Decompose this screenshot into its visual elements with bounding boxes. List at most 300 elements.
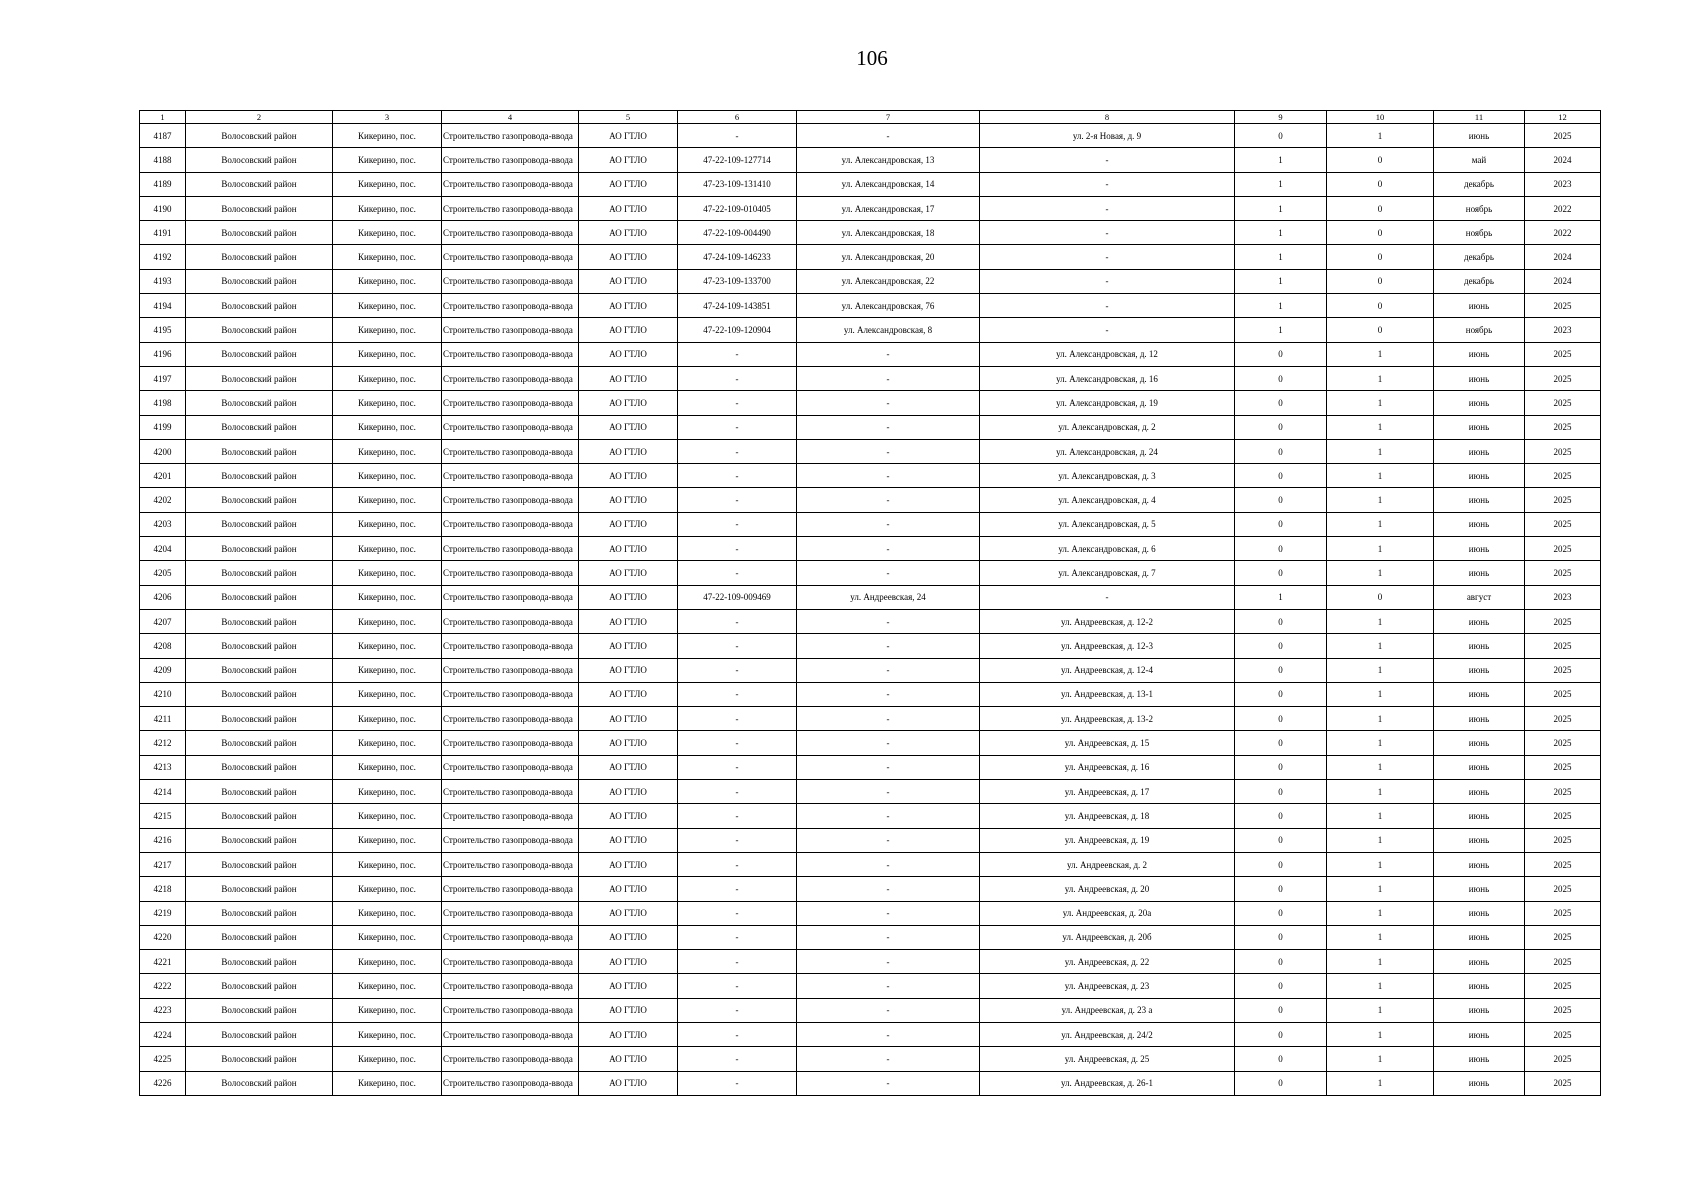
cell-settlement: Кикерино, пос. — [333, 682, 442, 706]
cell-col-9: 0 — [1235, 1047, 1327, 1071]
cell-year: 2025 — [1525, 391, 1601, 415]
cell-object-address: ул. Александровская, д. 4 — [980, 488, 1235, 512]
cell-col-9: 0 — [1235, 342, 1327, 366]
cell-col-10: 1 — [1327, 998, 1434, 1022]
cell-col-9: 1 — [1235, 245, 1327, 269]
cell-month: август — [1434, 585, 1525, 609]
cell-month: июнь — [1434, 439, 1525, 463]
cell-month: июнь — [1434, 488, 1525, 512]
cell-year: 2025 — [1525, 780, 1601, 804]
cell-col-9: 1 — [1235, 196, 1327, 220]
cell-col-10: 0 — [1327, 196, 1434, 220]
cell-work-type: Строительство газопровода-ввода — [442, 585, 579, 609]
cell-col-9: 0 — [1235, 124, 1327, 148]
cell-col-9: 0 — [1235, 877, 1327, 901]
cell-district: Волосовский район — [186, 366, 333, 390]
table-row — [140, 707, 1601, 731]
table-row — [140, 318, 1601, 342]
cell-work-type: Строительство газопровода-ввода — [442, 439, 579, 463]
cell-work-type: Строительство газопровода-ввода — [442, 537, 579, 561]
cell-settlement: Кикерино, пос. — [333, 439, 442, 463]
cell-work-type: Строительство газопровода-ввода — [442, 148, 579, 172]
cell-organization: АО ГТЛО — [579, 391, 678, 415]
cell-organization: АО ГТЛО — [579, 196, 678, 220]
cell-organization: АО ГТЛО — [579, 707, 678, 731]
cell-work-type: Строительство газопровода-ввода — [442, 1071, 579, 1095]
cell-work-type: Строительство газопровода-ввода — [442, 950, 579, 974]
cell-object-address: ул. Александровская, д. 5 — [980, 512, 1235, 536]
cell-col-9: 0 — [1235, 658, 1327, 682]
cell-month: июнь — [1434, 925, 1525, 949]
cell-cadastral-number: 47-22-109-010405 — [678, 196, 797, 220]
column-header: 5 — [579, 111, 678, 124]
cell-work-type: Строительство газопровода-ввода — [442, 391, 579, 415]
cell-col-10: 1 — [1327, 415, 1434, 439]
cell-organization: АО ГТЛО — [579, 537, 678, 561]
cell-work-type: Строительство газопровода-ввода — [442, 342, 579, 366]
cell-settlement: Кикерино, пос. — [333, 780, 442, 804]
cell-cadastral-number: - — [678, 877, 797, 901]
column-header: 1 — [140, 111, 186, 124]
cell-work-type: Строительство газопровода-ввода — [442, 1022, 579, 1046]
cell-work-type: Строительство газопровода-ввода — [442, 488, 579, 512]
cell-cadastral-number: - — [678, 415, 797, 439]
cell-month: декабрь — [1434, 245, 1525, 269]
cell-address: - — [797, 537, 980, 561]
cell-work-type: Строительство газопровода-ввода — [442, 804, 579, 828]
cell-object-address: - — [980, 245, 1235, 269]
cell-object-address: ул. Андреевская, д. 24/2 — [980, 1022, 1235, 1046]
cell-address: - — [797, 464, 980, 488]
table-row — [140, 245, 1601, 269]
cell-number: 4190 — [140, 196, 186, 220]
cell-settlement: Кикерино, пос. — [333, 221, 442, 245]
cell-number: 4191 — [140, 221, 186, 245]
cell-col-9: 0 — [1235, 852, 1327, 876]
cell-year: 2025 — [1525, 852, 1601, 876]
cell-col-9: 0 — [1235, 439, 1327, 463]
cell-number: 4189 — [140, 172, 186, 196]
cell-address: - — [797, 1071, 980, 1095]
table-row — [140, 342, 1601, 366]
cell-object-address: ул. Александровская, д. 16 — [980, 366, 1235, 390]
cell-organization: АО ГТЛО — [579, 488, 678, 512]
cell-month: май — [1434, 148, 1525, 172]
cell-col-9: 1 — [1235, 294, 1327, 318]
cell-address: - — [797, 1022, 980, 1046]
cell-cadastral-number: - — [678, 537, 797, 561]
cell-month: июнь — [1434, 707, 1525, 731]
table-row — [140, 439, 1601, 463]
cell-address: ул. Александровская, 17 — [797, 196, 980, 220]
cell-settlement: Кикерино, пос. — [333, 245, 442, 269]
cell-col-9: 0 — [1235, 974, 1327, 998]
table-row — [140, 415, 1601, 439]
cell-organization: АО ГТЛО — [579, 804, 678, 828]
cell-col-9: 0 — [1235, 634, 1327, 658]
cell-address: - — [797, 731, 980, 755]
cell-col-9: 0 — [1235, 998, 1327, 1022]
table-row — [140, 512, 1601, 536]
cell-cadastral-number: - — [678, 391, 797, 415]
cell-year: 2025 — [1525, 609, 1601, 633]
cell-month: декабрь — [1434, 172, 1525, 196]
cell-address: ул. Александровская, 22 — [797, 269, 980, 293]
cell-district: Волосовский район — [186, 658, 333, 682]
cell-address: - — [797, 950, 980, 974]
column-header: 7 — [797, 111, 980, 124]
cell-number: 4202 — [140, 488, 186, 512]
cell-col-9: 0 — [1235, 828, 1327, 852]
cell-year: 2025 — [1525, 804, 1601, 828]
table-row — [140, 585, 1601, 609]
cell-district: Волосовский район — [186, 172, 333, 196]
cell-col-9: 0 — [1235, 1022, 1327, 1046]
cell-month: июнь — [1434, 366, 1525, 390]
cell-settlement: Кикерино, пос. — [333, 585, 442, 609]
cell-object-address: ул. Александровская, д. 12 — [980, 342, 1235, 366]
cell-organization: АО ГТЛО — [579, 366, 678, 390]
cell-number: 4193 — [140, 269, 186, 293]
cell-work-type: Строительство газопровода-ввода — [442, 682, 579, 706]
cell-settlement: Кикерино, пос. — [333, 707, 442, 731]
cell-address: - — [797, 828, 980, 852]
cell-address: - — [797, 609, 980, 633]
cell-col-10: 1 — [1327, 1047, 1434, 1071]
cell-cadastral-number: - — [678, 464, 797, 488]
cell-organization: АО ГТЛО — [579, 245, 678, 269]
cell-number: 4207 — [140, 609, 186, 633]
cell-work-type: Строительство газопровода-ввода — [442, 877, 579, 901]
cell-district: Волосовский район — [186, 245, 333, 269]
cell-organization: АО ГТЛО — [579, 269, 678, 293]
cell-col-9: 0 — [1235, 950, 1327, 974]
cell-address: - — [797, 391, 980, 415]
cell-number: 4204 — [140, 537, 186, 561]
cell-cadastral-number: - — [678, 366, 797, 390]
table-row — [140, 561, 1601, 585]
cell-year: 2025 — [1525, 901, 1601, 925]
cell-year: 2025 — [1525, 294, 1601, 318]
cell-settlement: Кикерино, пос. — [333, 974, 442, 998]
cell-cadastral-number: - — [678, 804, 797, 828]
cell-col-10: 1 — [1327, 682, 1434, 706]
cell-address: ул. Александровская, 8 — [797, 318, 980, 342]
cell-col-9: 0 — [1235, 707, 1327, 731]
cell-object-address: ул. Андреевская, д. 20а — [980, 901, 1235, 925]
cell-settlement: Кикерино, пос. — [333, 488, 442, 512]
cell-organization: АО ГТЛО — [579, 221, 678, 245]
cell-object-address: ул. Александровская, д. 6 — [980, 537, 1235, 561]
cell-address: - — [797, 561, 980, 585]
cell-work-type: Строительство газопровода-ввода — [442, 707, 579, 731]
cell-col-10: 1 — [1327, 852, 1434, 876]
cell-cadastral-number: - — [678, 901, 797, 925]
cell-address: - — [797, 901, 980, 925]
cell-col-10: 1 — [1327, 366, 1434, 390]
cell-organization: АО ГТЛО — [579, 925, 678, 949]
cell-organization: АО ГТЛО — [579, 974, 678, 998]
cell-organization: АО ГТЛО — [579, 731, 678, 755]
cell-organization: АО ГТЛО — [579, 1047, 678, 1071]
cell-month: июнь — [1434, 1022, 1525, 1046]
table-row — [140, 609, 1601, 633]
cell-object-address: ул. Андреевская, д. 20 — [980, 877, 1235, 901]
cell-district: Волосовский район — [186, 780, 333, 804]
cell-month: июнь — [1434, 634, 1525, 658]
cell-district: Волосовский район — [186, 707, 333, 731]
cell-col-10: 1 — [1327, 124, 1434, 148]
column-header: 3 — [333, 111, 442, 124]
cell-month: июнь — [1434, 609, 1525, 633]
cell-object-address: ул. 2-я Новая, д. 9 — [980, 124, 1235, 148]
table-row — [140, 828, 1601, 852]
cell-work-type: Строительство газопровода-ввода — [442, 852, 579, 876]
cell-cadastral-number: - — [678, 707, 797, 731]
cell-col-10: 1 — [1327, 950, 1434, 974]
cell-col-10: 1 — [1327, 755, 1434, 779]
cell-cadastral-number: - — [678, 731, 797, 755]
cell-year: 2024 — [1525, 269, 1601, 293]
cell-address: ул. Александровская, 13 — [797, 148, 980, 172]
cell-object-address: ул. Андреевская, д. 23 — [980, 974, 1235, 998]
cell-settlement: Кикерино, пос. — [333, 148, 442, 172]
table-row — [140, 172, 1601, 196]
cell-month: июнь — [1434, 974, 1525, 998]
column-header: 10 — [1327, 111, 1434, 124]
cell-district: Волосовский район — [186, 974, 333, 998]
cell-address: - — [797, 488, 980, 512]
cell-settlement: Кикерино, пос. — [333, 464, 442, 488]
cell-cadastral-number: - — [678, 1022, 797, 1046]
cell-district: Волосовский район — [186, 682, 333, 706]
cell-col-9: 1 — [1235, 318, 1327, 342]
cell-object-address: ул. Андреевская, д. 12-4 — [980, 658, 1235, 682]
cell-col-10: 1 — [1327, 974, 1434, 998]
cell-col-9: 1 — [1235, 585, 1327, 609]
cell-district: Волосовский район — [186, 124, 333, 148]
cell-work-type: Строительство газопровода-ввода — [442, 172, 579, 196]
table-row — [140, 221, 1601, 245]
cell-col-9: 0 — [1235, 609, 1327, 633]
cell-year: 2022 — [1525, 221, 1601, 245]
cell-year: 2025 — [1525, 998, 1601, 1022]
table-row — [140, 731, 1601, 755]
cell-organization: АО ГТЛО — [579, 901, 678, 925]
cell-object-address: ул. Андреевская, д. 17 — [980, 780, 1235, 804]
cell-number: 4218 — [140, 877, 186, 901]
cell-col-9: 0 — [1235, 755, 1327, 779]
cell-settlement: Кикерино, пос. — [333, 804, 442, 828]
cell-work-type: Строительство газопровода-ввода — [442, 998, 579, 1022]
cell-month: июнь — [1434, 561, 1525, 585]
cell-cadastral-number: - — [678, 439, 797, 463]
table-row — [140, 950, 1601, 974]
cell-settlement: Кикерино, пос. — [333, 1047, 442, 1071]
table-row — [140, 682, 1601, 706]
cell-district: Волосовский район — [186, 512, 333, 536]
cell-object-address: ул. Александровская, д. 7 — [980, 561, 1235, 585]
cell-organization: АО ГТЛО — [579, 464, 678, 488]
cell-year: 2023 — [1525, 172, 1601, 196]
cell-year: 2025 — [1525, 342, 1601, 366]
cell-col-9: 0 — [1235, 488, 1327, 512]
cell-cadastral-number: 47-23-109-133700 — [678, 269, 797, 293]
cell-work-type: Строительство газопровода-ввода — [442, 780, 579, 804]
table-row — [140, 1071, 1601, 1095]
cell-year: 2025 — [1525, 124, 1601, 148]
cell-year: 2025 — [1525, 366, 1601, 390]
cell-number: 4225 — [140, 1047, 186, 1071]
cell-year: 2025 — [1525, 1047, 1601, 1071]
cell-district: Волосовский район — [186, 755, 333, 779]
cell-number: 4219 — [140, 901, 186, 925]
cell-address: - — [797, 925, 980, 949]
cell-organization: АО ГТЛО — [579, 877, 678, 901]
cell-year: 2025 — [1525, 415, 1601, 439]
cell-col-10: 1 — [1327, 901, 1434, 925]
cell-col-10: 0 — [1327, 269, 1434, 293]
cell-month: июнь — [1434, 780, 1525, 804]
cell-number: 4209 — [140, 658, 186, 682]
cell-work-type: Строительство газопровода-ввода — [442, 755, 579, 779]
cell-settlement: Кикерино, пос. — [333, 852, 442, 876]
cell-object-address: - — [980, 148, 1235, 172]
cell-col-10: 1 — [1327, 1022, 1434, 1046]
cell-col-10: 1 — [1327, 391, 1434, 415]
cell-month: июнь — [1434, 828, 1525, 852]
cell-number: 4192 — [140, 245, 186, 269]
cell-number: 4194 — [140, 294, 186, 318]
cell-object-address: ул. Андреевская, д. 13-1 — [980, 682, 1235, 706]
cell-district: Волосовский район — [186, 998, 333, 1022]
cell-work-type: Строительство газопровода-ввода — [442, 196, 579, 220]
cell-number: 4188 — [140, 148, 186, 172]
cell-cadastral-number: - — [678, 342, 797, 366]
cell-col-10: 1 — [1327, 707, 1434, 731]
cell-settlement: Кикерино, пос. — [333, 172, 442, 196]
table-row — [140, 464, 1601, 488]
cell-cadastral-number: - — [678, 998, 797, 1022]
table-row — [140, 366, 1601, 390]
table-row — [140, 269, 1601, 293]
cell-district: Волосовский район — [186, 342, 333, 366]
cell-settlement: Кикерино, пос. — [333, 634, 442, 658]
cell-cadastral-number: - — [678, 925, 797, 949]
cell-settlement: Кикерино, пос. — [333, 342, 442, 366]
cell-col-9: 0 — [1235, 415, 1327, 439]
cell-address: ул. Александровская, 20 — [797, 245, 980, 269]
cell-district: Волосовский район — [186, 804, 333, 828]
cell-cadastral-number: - — [678, 658, 797, 682]
cell-work-type: Строительство газопровода-ввода — [442, 828, 579, 852]
cell-cadastral-number: - — [678, 852, 797, 876]
cell-address: - — [797, 852, 980, 876]
cell-number: 4206 — [140, 585, 186, 609]
cell-year: 2025 — [1525, 950, 1601, 974]
cell-month: июнь — [1434, 537, 1525, 561]
cell-year: 2025 — [1525, 658, 1601, 682]
cell-year: 2025 — [1525, 828, 1601, 852]
cell-year: 2023 — [1525, 585, 1601, 609]
cell-work-type: Строительство газопровода-ввода — [442, 318, 579, 342]
cell-work-type: Строительство газопровода-ввода — [442, 124, 579, 148]
cell-object-address: - — [980, 221, 1235, 245]
cell-object-address: ул. Александровская, д. 24 — [980, 439, 1235, 463]
cell-object-address: ул. Андреевская, д. 12-2 — [980, 609, 1235, 633]
cell-object-address: ул. Андреевская, д. 2 — [980, 852, 1235, 876]
cell-year: 2025 — [1525, 877, 1601, 901]
cell-organization: АО ГТЛО — [579, 148, 678, 172]
cell-district: Волосовский район — [186, 1071, 333, 1095]
cell-year: 2025 — [1525, 488, 1601, 512]
cell-work-type: Строительство газопровода-ввода — [442, 415, 579, 439]
cell-work-type: Строительство газопровода-ввода — [442, 731, 579, 755]
table-row — [140, 780, 1601, 804]
cell-col-10: 1 — [1327, 658, 1434, 682]
cell-cadastral-number: 47-22-109-120904 — [678, 318, 797, 342]
cell-address: - — [797, 974, 980, 998]
cell-year: 2025 — [1525, 634, 1601, 658]
table-row — [140, 488, 1601, 512]
cell-organization: АО ГТЛО — [579, 318, 678, 342]
table-row — [140, 537, 1601, 561]
cell-district: Волосовский район — [186, 852, 333, 876]
cell-year: 2025 — [1525, 537, 1601, 561]
cell-cadastral-number: - — [678, 950, 797, 974]
cell-cadastral-number: - — [678, 828, 797, 852]
cell-number: 4205 — [140, 561, 186, 585]
cell-number: 4197 — [140, 366, 186, 390]
cell-number: 4210 — [140, 682, 186, 706]
cell-organization: АО ГТЛО — [579, 439, 678, 463]
cell-district: Волосовский район — [186, 439, 333, 463]
cell-month: июнь — [1434, 998, 1525, 1022]
cell-col-10: 1 — [1327, 439, 1434, 463]
cell-settlement: Кикерино, пос. — [333, 731, 442, 755]
cell-address: - — [797, 877, 980, 901]
cell-month: июнь — [1434, 124, 1525, 148]
cell-col-10: 0 — [1327, 585, 1434, 609]
cell-col-10: 1 — [1327, 512, 1434, 536]
cell-settlement: Кикерино, пос. — [333, 269, 442, 293]
cell-col-10: 0 — [1327, 172, 1434, 196]
cell-cadastral-number: - — [678, 974, 797, 998]
cell-work-type: Строительство газопровода-ввода — [442, 269, 579, 293]
column-header: 6 — [678, 111, 797, 124]
cell-object-address: ул. Андреевская, д. 13-2 — [980, 707, 1235, 731]
cell-district: Волосовский район — [186, 148, 333, 172]
cell-settlement: Кикерино, пос. — [333, 658, 442, 682]
cell-organization: АО ГТЛО — [579, 124, 678, 148]
table-row — [140, 755, 1601, 779]
cell-col-10: 1 — [1327, 609, 1434, 633]
cell-year: 2025 — [1525, 1022, 1601, 1046]
cell-settlement: Кикерино, пос. — [333, 415, 442, 439]
cell-settlement: Кикерино, пос. — [333, 124, 442, 148]
table-row — [140, 658, 1601, 682]
cell-address: - — [797, 439, 980, 463]
cell-year: 2025 — [1525, 1071, 1601, 1095]
cell-col-10: 0 — [1327, 294, 1434, 318]
cell-col-10: 1 — [1327, 537, 1434, 561]
cell-year: 2025 — [1525, 439, 1601, 463]
cell-settlement: Кикерино, пос. — [333, 901, 442, 925]
cell-col-10: 1 — [1327, 342, 1434, 366]
cell-col-10: 1 — [1327, 464, 1434, 488]
cell-month: июнь — [1434, 877, 1525, 901]
table-row — [140, 124, 1601, 148]
